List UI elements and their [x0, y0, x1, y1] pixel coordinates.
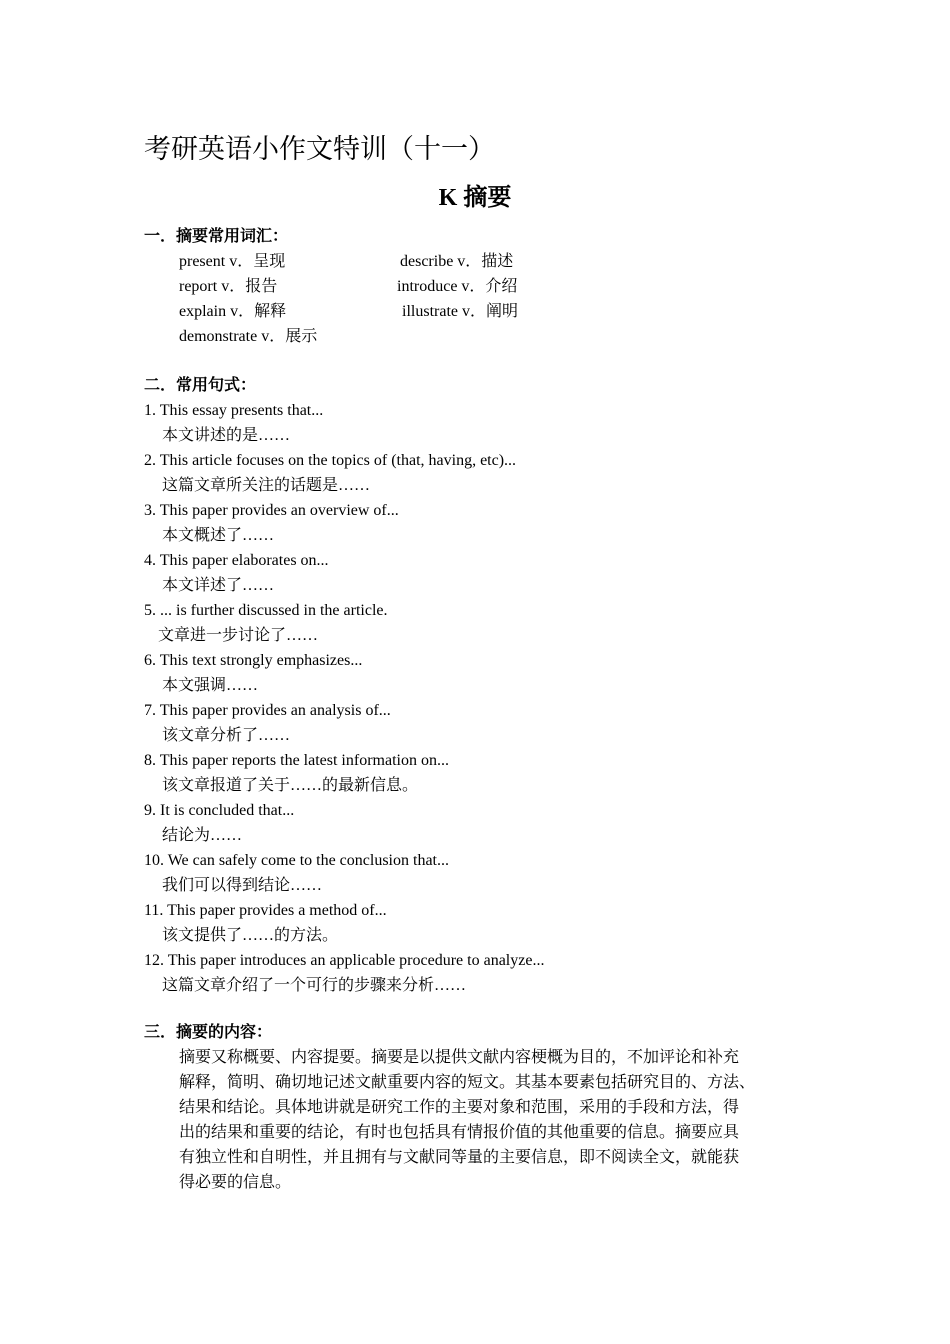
pattern-chinese: 本文概述了…… [162, 527, 275, 544]
pattern-item [144, 548, 824, 598]
pattern-item [144, 398, 824, 448]
pattern-chinese: 本文强调…… [162, 677, 259, 694]
abstract-content-paragraph [179, 1045, 819, 1195]
vocab-row [144, 249, 824, 274]
paragraph-line: 摘要又称概要、内容提要。摘要是以提供文献内容梗概为目的，不加评论和补充 [179, 1049, 740, 1066]
pattern-english: 5. ... is further discussed in the article. [144, 602, 388, 619]
paragraph-line: 结果和结论。具体地讲就是研究工作的主要对象和范围，采用的手段和方法，得 [179, 1099, 740, 1116]
pattern-item [144, 748, 824, 798]
vocab-row [144, 274, 824, 299]
paragraph-line: 有独立性和自明性，并且拥有与文献同等量的主要信息，即不阅读全文，就能获 [179, 1149, 740, 1166]
pattern-item [144, 798, 824, 848]
vocab-term: introduce v．介绍 [397, 278, 518, 295]
vocab-term: illustrate v．阐明 [402, 303, 518, 320]
pattern-item [144, 448, 824, 498]
vocab-term: explain v．解释 [179, 303, 287, 320]
pattern-item [144, 898, 824, 948]
vocab-row [144, 299, 824, 324]
pattern-item [144, 698, 824, 748]
pattern-english: 11. This paper provides a method of... [144, 902, 387, 919]
paragraph-line: 出的结果和重要的结论，有时也包括具有情报价值的其他重要的信息。摘要应具 [179, 1124, 740, 1141]
vocab-term: describe v．描述 [400, 253, 514, 270]
pattern-english: 7. This paper provides an analysis of... [144, 702, 391, 719]
pattern-chinese: 这篇文章介绍了一个可行的步骤来分析…… [162, 977, 467, 994]
vocabulary-section [144, 224, 824, 349]
paragraph-line: 解释，简明、确切地记述文献重要内容的短文。其基本要素包括研究目的、方法、 [179, 1074, 756, 1091]
sentence-patterns-heading: 二．常用句式： [144, 377, 257, 394]
page-title: 考研英语小作文特训（十一） [144, 134, 495, 164]
pattern-item [144, 948, 824, 998]
pattern-chinese: 该文章分析了…… [162, 727, 291, 744]
pattern-chinese: 该文章报道了关于……的最新信息。 [162, 777, 419, 794]
pattern-english: 12. This paper introduces an applicable procedure to analyze... [144, 952, 545, 969]
pattern-english: 6. This text strongly emphasizes... [144, 652, 363, 669]
pattern-english: 2. This article focuses on the topics of (that, having, etc)... [144, 452, 517, 469]
pattern-chinese: 本文讲述的是…… [162, 427, 291, 444]
pattern-item [144, 848, 824, 898]
abstract-content-section [144, 1020, 824, 1195]
pattern-item [144, 498, 824, 548]
pattern-chinese: 我们可以得到结论…… [162, 877, 323, 894]
pattern-english: 9. It is concluded that... [144, 802, 295, 819]
vocab-term: report v．报告 [179, 278, 278, 295]
pattern-chinese: 结论为…… [162, 827, 243, 844]
pattern-chinese: 文章进一步讨论了…… [158, 627, 319, 644]
pattern-chinese: 该文提供了……的方法。 [162, 927, 339, 944]
vocab-term: present v．呈现 [179, 253, 286, 270]
pattern-english: 1. This essay presents that... [144, 402, 324, 419]
section-title: K 摘要 [438, 185, 512, 211]
pattern-item [144, 598, 824, 648]
pattern-english: 8. This paper reports the latest information on... [144, 752, 449, 769]
pattern-chinese: 这篇文章所关注的话题是…… [162, 477, 371, 494]
pattern-english: 10. We can safely come to the conclusion that... [144, 852, 449, 869]
abstract-content-heading: 三．摘要的内容： [144, 1024, 273, 1041]
pattern-english: 4. This paper elaborates on... [144, 552, 329, 569]
vocabulary-heading: 一．摘要常用词汇： [144, 228, 289, 245]
pattern-item [144, 648, 824, 698]
pattern-chinese: 本文详述了…… [162, 577, 275, 594]
vocab-term: demonstrate v．展示 [179, 328, 318, 345]
vocab-row [144, 324, 824, 349]
sentence-patterns-section [144, 373, 824, 998]
paragraph-line: 得必要的信息。 [179, 1174, 292, 1191]
pattern-english: 3. This paper provides an overview of... [144, 502, 399, 519]
